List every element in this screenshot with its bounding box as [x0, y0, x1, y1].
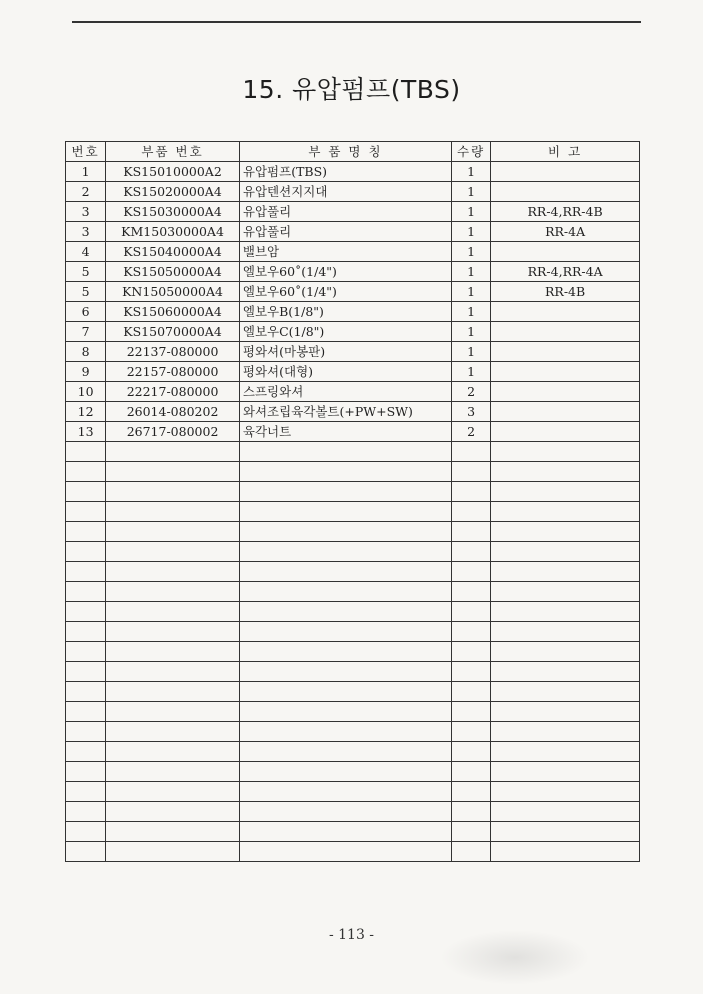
cell-part-number: [106, 642, 240, 662]
empty-table-row: [66, 602, 640, 622]
header-part-name: 부 품 명 칭: [239, 142, 451, 162]
cell-remarks: [491, 502, 640, 522]
cell-qty: 1: [451, 302, 490, 322]
cell-part-name: 평와셔(마봉판): [239, 342, 451, 362]
empty-table-row: [66, 842, 640, 862]
cell-no: 3: [66, 222, 106, 242]
cell-no: [66, 782, 106, 802]
cell-no: [66, 622, 106, 642]
top-rule: [72, 21, 641, 23]
cell-remarks: [491, 402, 640, 422]
cell-no: 8: [66, 342, 106, 362]
cell-part-name: [239, 722, 451, 742]
empty-table-row: [66, 482, 640, 502]
cell-part-name: [239, 642, 451, 662]
empty-table-row: [66, 582, 640, 602]
cell-part-number: [106, 442, 240, 462]
cell-no: 4: [66, 242, 106, 262]
cell-part-name: [239, 662, 451, 682]
empty-table-row: [66, 782, 640, 802]
cell-remarks: [491, 462, 640, 482]
table-row: [66, 382, 640, 402]
cell-no: [66, 602, 106, 622]
cell-no: [66, 682, 106, 702]
cell-part-number: [106, 842, 240, 862]
cell-part-number: KS15070000A4: [106, 322, 240, 342]
cell-qty: 2: [451, 382, 490, 402]
cell-remarks: [491, 602, 640, 622]
header-qty: 수량: [451, 142, 490, 162]
cell-part-name: [239, 442, 451, 462]
cell-remarks: RR-4A: [491, 222, 640, 242]
cell-remarks: [491, 662, 640, 682]
cell-no: 2: [66, 182, 106, 202]
cell-remarks: [491, 522, 640, 542]
header-no: 번호: [66, 142, 106, 162]
cell-no: 1: [66, 162, 106, 182]
cell-qty: [451, 442, 490, 462]
table-row: [66, 302, 640, 322]
cell-remarks: [491, 582, 640, 602]
cell-remarks: RR-4,RR-4B: [491, 202, 640, 222]
cell-no: [66, 502, 106, 522]
cell-qty: 1: [451, 162, 490, 182]
header-remarks: 비 고: [491, 142, 640, 162]
cell-remarks: [491, 342, 640, 362]
cell-remarks: [491, 622, 640, 642]
cell-qty: [451, 682, 490, 702]
cell-no: [66, 582, 106, 602]
cell-qty: 3: [451, 402, 490, 422]
empty-table-row: [66, 642, 640, 662]
cell-remarks: [491, 162, 640, 182]
cell-no: 5: [66, 282, 106, 302]
cell-qty: [451, 802, 490, 822]
table-row: [66, 162, 640, 182]
cell-no: 3: [66, 202, 106, 222]
cell-part-number: [106, 562, 240, 582]
cell-part-number: [106, 802, 240, 822]
cell-remarks: [491, 762, 640, 782]
cell-part-number: KS15060000A4: [106, 302, 240, 322]
empty-table-row: [66, 762, 640, 782]
cell-qty: 2: [451, 422, 490, 442]
cell-part-number: [106, 662, 240, 682]
cell-part-number: [106, 462, 240, 482]
cell-qty: [451, 782, 490, 802]
page-title: 15. 유압펌프(TBS): [242, 75, 461, 104]
cell-no: [66, 442, 106, 462]
cell-part-name: [239, 822, 451, 842]
cell-no: [66, 562, 106, 582]
cell-part-name: 와셔조립육각볼트(+PW+SW): [239, 402, 451, 422]
cell-qty: [451, 502, 490, 522]
cell-no: [66, 642, 106, 662]
table-row: [66, 242, 640, 262]
cell-part-name: 유압풀리: [239, 202, 451, 222]
cell-part-number: [106, 682, 240, 702]
cell-qty: 1: [451, 222, 490, 242]
cell-remarks: [491, 802, 640, 822]
cell-part-number: KS15010000A2: [106, 162, 240, 182]
cell-part-number: [106, 582, 240, 602]
cell-part-name: [239, 842, 451, 862]
empty-table-row: [66, 502, 640, 522]
table-row: [66, 222, 640, 242]
cell-part-number: KS15020000A4: [106, 182, 240, 202]
cell-qty: [451, 722, 490, 742]
cell-no: 10: [66, 382, 106, 402]
cell-remarks: [491, 322, 640, 342]
cell-remarks: [491, 542, 640, 562]
cell-part-number: [106, 482, 240, 502]
cell-part-number: [106, 822, 240, 842]
cell-remarks: [491, 442, 640, 462]
table-row: [66, 422, 640, 442]
cell-part-number: [106, 602, 240, 622]
cell-remarks: [491, 382, 640, 402]
cell-qty: [451, 822, 490, 842]
cell-remarks: RR-4,RR-4A: [491, 262, 640, 282]
cell-part-number: KN15050000A4: [106, 282, 240, 302]
empty-table-row: [66, 802, 640, 822]
cell-qty: 1: [451, 202, 490, 222]
cell-remarks: [491, 682, 640, 702]
cell-no: [66, 702, 106, 722]
cell-remarks: [491, 782, 640, 802]
cell-part-number: [106, 722, 240, 742]
cell-part-name: [239, 482, 451, 502]
cell-qty: [451, 482, 490, 502]
cell-part-name: [239, 762, 451, 782]
table-row: [66, 182, 640, 202]
cell-qty: [451, 842, 490, 862]
cell-part-name: [239, 582, 451, 602]
cell-no: 5: [66, 262, 106, 282]
cell-qty: [451, 462, 490, 482]
cell-part-number: KS15050000A4: [106, 262, 240, 282]
cell-part-name: [239, 702, 451, 722]
cell-no: 12: [66, 402, 106, 422]
cell-remarks: [491, 722, 640, 742]
cell-remarks: [491, 242, 640, 262]
cell-remarks: [491, 702, 640, 722]
empty-table-row: [66, 682, 640, 702]
cell-part-name: 유압펌프(TBS): [239, 162, 451, 182]
cell-part-number: 22217-080000: [106, 382, 240, 402]
cell-part-number: [106, 782, 240, 802]
cell-no: 9: [66, 362, 106, 382]
cell-part-name: 스프링와셔: [239, 382, 451, 402]
cell-part-number: 26717-080002: [106, 422, 240, 442]
cell-part-number: [106, 742, 240, 762]
cell-part-name: [239, 802, 451, 822]
cell-remarks: [491, 842, 640, 862]
cell-part-number: [106, 622, 240, 642]
cell-part-name: [239, 542, 451, 562]
cell-qty: 1: [451, 242, 490, 262]
empty-table-row: [66, 822, 640, 842]
cell-remarks: [491, 182, 640, 202]
cell-no: 13: [66, 422, 106, 442]
empty-table-row: [66, 742, 640, 762]
cell-no: [66, 722, 106, 742]
empty-table-row: [66, 442, 640, 462]
page-number: - 113 -: [328, 927, 375, 943]
cell-no: [66, 842, 106, 862]
empty-table-row: [66, 622, 640, 642]
table-row: [66, 362, 640, 382]
cell-remarks: [491, 822, 640, 842]
cell-qty: 1: [451, 262, 490, 282]
cell-part-number: KS15040000A4: [106, 242, 240, 262]
cell-part-name: [239, 602, 451, 622]
cell-qty: [451, 522, 490, 542]
table-header-row: [66, 142, 640, 162]
cell-no: [66, 822, 106, 842]
cell-qty: [451, 582, 490, 602]
cell-qty: [451, 702, 490, 722]
cell-qty: [451, 662, 490, 682]
empty-table-row: [66, 702, 640, 722]
cell-part-number: KS15030000A4: [106, 202, 240, 222]
cell-part-name: 유압풀리: [239, 222, 451, 242]
cell-remarks: [491, 482, 640, 502]
empty-table-row: [66, 662, 640, 682]
cell-part-name: [239, 462, 451, 482]
cell-qty: 1: [451, 182, 490, 202]
cell-qty: 1: [451, 362, 490, 382]
cell-part-name: 엘보우60˚(1/4"): [239, 262, 451, 282]
table-row: [66, 282, 640, 302]
cell-part-number: [106, 762, 240, 782]
cell-part-name: 엘보우60˚(1/4"): [239, 282, 451, 302]
cell-qty: [451, 542, 490, 562]
cell-no: [66, 522, 106, 542]
cell-part-name: [239, 742, 451, 762]
table-row: [66, 262, 640, 282]
cell-part-name: 엘보우C(1/8"): [239, 322, 451, 342]
header-part-number: 부품 번호: [106, 142, 240, 162]
cell-qty: [451, 762, 490, 782]
cell-qty: [451, 642, 490, 662]
cell-qty: [451, 742, 490, 762]
cell-part-name: [239, 682, 451, 702]
cell-part-name: [239, 502, 451, 522]
cell-no: 7: [66, 322, 106, 342]
cell-remarks: RR-4B: [491, 282, 640, 302]
empty-table-row: [66, 562, 640, 582]
table-row: [66, 322, 640, 342]
cell-qty: 1: [451, 322, 490, 342]
cell-part-name: [239, 782, 451, 802]
cell-part-name: 엘보우B(1/8"): [239, 302, 451, 322]
cell-part-number: 26014-080202: [106, 402, 240, 422]
cell-remarks: [491, 742, 640, 762]
cell-part-number: 22137-080000: [106, 342, 240, 362]
cell-part-name: [239, 622, 451, 642]
cell-part-name: [239, 522, 451, 542]
table-row: [66, 402, 640, 422]
table-row: [66, 342, 640, 362]
cell-no: [66, 542, 106, 562]
parts-table: [65, 141, 640, 862]
empty-table-row: [66, 522, 640, 542]
cell-qty: [451, 562, 490, 582]
cell-part-number: [106, 702, 240, 722]
empty-table-row: [66, 462, 640, 482]
cell-part-name: 밸브암: [239, 242, 451, 262]
cell-remarks: [491, 422, 640, 442]
empty-table-row: [66, 722, 640, 742]
cell-qty: 1: [451, 282, 490, 302]
table-row: [66, 202, 640, 222]
cell-part-name: 유압텐션지지대: [239, 182, 451, 202]
cell-no: [66, 662, 106, 682]
cell-part-name: 평와셔(대형): [239, 362, 451, 382]
cell-qty: [451, 622, 490, 642]
cell-part-name: 육각너트: [239, 422, 451, 442]
cell-no: [66, 802, 106, 822]
empty-table-row: [66, 542, 640, 562]
cell-no: [66, 762, 106, 782]
cell-no: [66, 742, 106, 762]
cell-part-number: 22157-080000: [106, 362, 240, 382]
cell-part-number: [106, 522, 240, 542]
cell-remarks: [491, 302, 640, 322]
cell-no: [66, 462, 106, 482]
cell-no: [66, 482, 106, 502]
cell-qty: 1: [451, 342, 490, 362]
cell-qty: [451, 602, 490, 622]
cell-remarks: [491, 642, 640, 662]
cell-part-name: [239, 562, 451, 582]
cell-part-number: [106, 542, 240, 562]
cell-part-number: [106, 502, 240, 522]
cell-remarks: [491, 562, 640, 582]
cell-no: 6: [66, 302, 106, 322]
cell-remarks: [491, 362, 640, 382]
cell-part-number: KM15030000A4: [106, 222, 240, 242]
